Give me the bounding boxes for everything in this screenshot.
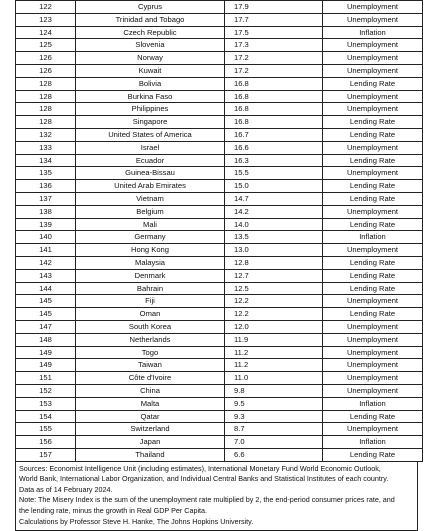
table-row (16, 192, 423, 205)
rank-cell[interactable]: 153 (16, 397, 76, 410)
rank-cell[interactable]: 128 (16, 116, 76, 129)
score-cell[interactable]: 16.8 (225, 103, 323, 116)
factor-cell[interactable]: Inflation (323, 397, 423, 410)
rank-cell[interactable]: 147 (16, 320, 76, 333)
note-line: Sources: Economist Intelligence Unit (including estimates), International Monetary Fund World Economic Outlook, (19, 463, 381, 473)
score-cell[interactable]: 9.3 (225, 410, 323, 423)
factor-cell[interactable]: Lending Rate (323, 128, 423, 141)
score-cell[interactable]: 16.3 (225, 154, 323, 167)
country-cell[interactable]: Germany (76, 231, 225, 244)
rank-cell[interactable]: 157 (16, 448, 76, 461)
score-cell[interactable]: 11.9 (225, 333, 323, 346)
rank-cell[interactable]: 132 (16, 128, 76, 141)
table-row (16, 320, 423, 333)
table-row (16, 64, 423, 77)
table-row (16, 205, 423, 218)
table-row (16, 346, 423, 359)
score-cell[interactable]: 17.3 (225, 39, 323, 52)
rank-cell[interactable]: 126 (16, 64, 76, 77)
factor-cell[interactable]: Lending Rate (323, 256, 423, 269)
country-cell[interactable]: Norway (76, 52, 225, 65)
rank-cell[interactable]: 137 (16, 192, 76, 205)
country-cell[interactable]: Burkina Faso (76, 90, 225, 103)
table-row (16, 141, 423, 154)
rank-cell[interactable]: 134 (16, 154, 76, 167)
rank-cell[interactable]: 139 (16, 218, 76, 231)
score-cell[interactable]: 15.5 (225, 167, 323, 180)
rank-cell[interactable]: 155 (16, 423, 76, 436)
table-row (16, 39, 423, 52)
factor-cell[interactable]: Inflation (323, 436, 423, 449)
rank-cell[interactable]: 123 (16, 13, 76, 26)
score-cell[interactable]: 9.5 (225, 397, 323, 410)
table-row (16, 423, 423, 436)
country-cell[interactable]: Philippines (76, 103, 225, 116)
score-cell[interactable]: 16.6 (225, 141, 323, 154)
rank-cell[interactable]: 124 (16, 26, 76, 39)
factor-cell[interactable]: Unemployment (323, 64, 423, 77)
rank-cell[interactable]: 141 (16, 244, 76, 257)
rank-cell[interactable]: 128 (16, 77, 76, 90)
table-row (16, 26, 423, 39)
spreadsheet (15, 0, 418, 531)
factor-cell[interactable]: Unemployment (323, 52, 423, 65)
misery-index-table (15, 0, 423, 462)
rank-cell[interactable]: 128 (16, 90, 76, 103)
score-cell[interactable]: 11.2 (225, 359, 323, 372)
rank-cell[interactable]: 145 (16, 308, 76, 321)
table-row (16, 154, 423, 167)
country-cell[interactable]: Fiji (76, 295, 225, 308)
factor-cell[interactable]: Unemployment (323, 295, 423, 308)
country-cell[interactable]: United Arab Emirates (76, 180, 225, 193)
sources-notes (15, 462, 418, 531)
table-row (16, 282, 423, 295)
factor-cell[interactable]: Lending Rate (323, 180, 423, 193)
score-cell[interactable]: 12.2 (225, 295, 323, 308)
score-cell[interactable]: 17.5 (225, 26, 323, 39)
country-cell[interactable]: Thailand (76, 448, 225, 461)
table-row (16, 167, 423, 180)
score-cell[interactable]: 14.7 (225, 192, 323, 205)
country-cell[interactable]: Singapore (76, 116, 225, 129)
country-cell[interactable]: Malta (76, 397, 225, 410)
country-cell[interactable]: Trinidad and Tobago (76, 13, 225, 26)
score-cell[interactable]: 12.0 (225, 320, 323, 333)
rank-cell[interactable]: 128 (16, 103, 76, 116)
factor-cell[interactable]: Unemployment (323, 359, 423, 372)
rank-cell[interactable]: 148 (16, 333, 76, 346)
score-cell[interactable]: 13.0 (225, 244, 323, 257)
country-cell[interactable]: Bahrain (76, 282, 225, 295)
factor-cell[interactable]: Unemployment (323, 167, 423, 180)
factor-cell[interactable]: Lending Rate (323, 192, 423, 205)
table-row (16, 13, 423, 26)
factor-cell[interactable]: Lending Rate (323, 308, 423, 321)
factor-cell[interactable]: Inflation (323, 231, 423, 244)
score-cell[interactable]: 8.7 (225, 423, 323, 436)
rank-cell[interactable]: 152 (16, 384, 76, 397)
factor-cell[interactable]: Unemployment (323, 205, 423, 218)
rank-cell[interactable]: 126 (16, 52, 76, 65)
table-row (16, 244, 423, 257)
rank-cell[interactable]: 140 (16, 231, 76, 244)
table-row (16, 180, 423, 193)
country-cell[interactable]: South Korea (76, 320, 225, 333)
country-cell[interactable]: Czech Republic (76, 26, 225, 39)
table-body (16, 1, 423, 462)
rank-cell[interactable]: 154 (16, 410, 76, 423)
factor-cell[interactable]: Unemployment (323, 372, 423, 385)
score-cell[interactable]: 11.0 (225, 372, 323, 385)
factor-cell[interactable]: Unemployment (323, 333, 423, 346)
factor-cell[interactable]: Unemployment (323, 346, 423, 359)
country-cell[interactable]: Vietnam (76, 192, 225, 205)
score-cell[interactable]: 12.7 (225, 269, 323, 282)
score-cell[interactable]: 9.8 (225, 384, 323, 397)
country-cell[interactable]: Hong Kong (76, 244, 225, 257)
score-cell[interactable]: 7.0 (225, 436, 323, 449)
factor-cell[interactable]: Unemployment (323, 141, 423, 154)
rank-cell[interactable]: 144 (16, 282, 76, 295)
factor-cell[interactable]: Lending Rate (323, 154, 423, 167)
factor-cell[interactable]: Unemployment (323, 13, 423, 26)
factor-cell[interactable]: Unemployment (323, 423, 423, 436)
rank-cell[interactable]: 135 (16, 167, 76, 180)
factor-cell[interactable]: Unemployment (323, 90, 423, 103)
note-line: Calculations by Professor Steve H. Hanke, The Johns Hopkins University. (19, 516, 254, 526)
country-cell[interactable]: Japan (76, 436, 225, 449)
score-cell[interactable]: 13.5 (225, 231, 323, 244)
rank-cell[interactable]: 149 (16, 359, 76, 372)
score-cell[interactable]: 17.7 (225, 13, 323, 26)
score-cell[interactable]: 16.8 (225, 116, 323, 129)
country-cell[interactable]: Denmark (76, 269, 225, 282)
country-cell[interactable]: Malaysia (76, 256, 225, 269)
factor-cell[interactable]: Unemployment (323, 320, 423, 333)
factor-cell[interactable]: Lending Rate (323, 218, 423, 231)
factor-cell[interactable]: Lending Rate (323, 410, 423, 423)
score-cell[interactable]: 16.8 (225, 77, 323, 90)
score-cell[interactable]: 6.6 (225, 448, 323, 461)
table-row (16, 397, 423, 410)
table-row (16, 359, 423, 372)
note-line: Data as of 14 February 2024. (19, 484, 113, 494)
score-cell[interactable]: 16.8 (225, 90, 323, 103)
factor-cell[interactable]: Unemployment (323, 244, 423, 257)
rank-cell[interactable]: 122 (16, 1, 76, 14)
table-row (16, 295, 423, 308)
rank-cell[interactable]: 133 (16, 141, 76, 154)
factor-cell[interactable]: Lending Rate (323, 282, 423, 295)
rank-cell[interactable]: 143 (16, 269, 76, 282)
country-cell[interactable]: Netherlands (76, 333, 225, 346)
rank-cell[interactable]: 151 (16, 372, 76, 385)
country-cell[interactable]: Côte d'Ivoire (76, 372, 225, 385)
table-row (16, 116, 423, 129)
table-row (16, 1, 423, 14)
country-cell[interactable]: Mali (76, 218, 225, 231)
country-cell[interactable]: Cyprus (76, 1, 225, 14)
factor-cell[interactable]: Lending Rate (323, 77, 423, 90)
country-cell[interactable]: Guinea-Bissau (76, 167, 225, 180)
country-cell[interactable]: Qatar (76, 410, 225, 423)
country-cell[interactable]: United States of America (76, 128, 225, 141)
score-cell[interactable]: 14.0 (225, 218, 323, 231)
country-cell[interactable]: Switzerland (76, 423, 225, 436)
score-cell[interactable]: 12.2 (225, 308, 323, 321)
country-cell[interactable]: Oman (76, 308, 225, 321)
table-row (16, 218, 423, 231)
country-cell[interactable]: Slovenia (76, 39, 225, 52)
rank-cell[interactable]: 145 (16, 295, 76, 308)
score-cell[interactable]: 12.8 (225, 256, 323, 269)
note-line: World Bank, International Labor Organization, and Individual Central Banks and Statistical Institutes of each country. (19, 474, 389, 484)
table-row (16, 308, 423, 321)
table-row (16, 436, 423, 449)
table-row (16, 231, 423, 244)
factor-cell[interactable]: Lending Rate (323, 448, 423, 461)
factor-cell[interactable]: Inflation (323, 26, 423, 39)
table-row (16, 410, 423, 423)
rank-cell[interactable]: 149 (16, 346, 76, 359)
table-row (16, 448, 423, 461)
country-cell[interactable]: Taiwan (76, 359, 225, 372)
table-row (16, 372, 423, 385)
score-cell[interactable]: 14.2 (225, 205, 323, 218)
country-cell[interactable]: Togo (76, 346, 225, 359)
table-row (16, 90, 423, 103)
note-line: the lending rate, minus the growth in Real GDP Per Capita. (19, 506, 208, 516)
table-row (16, 52, 423, 65)
table-row (16, 77, 423, 90)
country-cell[interactable]: Ecuador (76, 154, 225, 167)
score-cell[interactable]: 11.2 (225, 346, 323, 359)
factor-cell[interactable]: Unemployment (323, 39, 423, 52)
score-cell[interactable]: 15.0 (225, 180, 323, 193)
country-cell[interactable]: China (76, 384, 225, 397)
note-line: Note: The Misery Index is the sum of the unemployment rate multiplied by 2, the end-period consumer prices rate, and (19, 495, 395, 505)
factor-cell[interactable]: Unemployment (323, 103, 423, 116)
rank-cell[interactable]: 125 (16, 39, 76, 52)
factor-cell[interactable]: Lending Rate (323, 269, 423, 282)
score-cell[interactable]: 17.2 (225, 64, 323, 77)
rank-cell[interactable]: 136 (16, 180, 76, 193)
score-cell[interactable]: 16.7 (225, 128, 323, 141)
factor-cell[interactable]: Unemployment (323, 384, 423, 397)
table-row (16, 128, 423, 141)
country-cell[interactable]: Belgium (76, 205, 225, 218)
country-cell[interactable]: Israel (76, 141, 225, 154)
factor-cell[interactable]: Lending Rate (323, 116, 423, 129)
table-row (16, 269, 423, 282)
rank-cell[interactable]: 142 (16, 256, 76, 269)
table-row (16, 333, 423, 346)
factor-cell[interactable]: Unemployment (323, 1, 423, 14)
table-row (16, 103, 423, 116)
rank-cell[interactable]: 138 (16, 205, 76, 218)
table-row (16, 384, 423, 397)
score-cell[interactable]: 12.5 (225, 282, 323, 295)
score-cell[interactable]: 17.2 (225, 52, 323, 65)
country-cell[interactable]: Kuwait (76, 64, 225, 77)
table-row (16, 256, 423, 269)
score-cell[interactable]: 17.9 (225, 1, 323, 14)
rank-cell[interactable]: 156 (16, 436, 76, 449)
country-cell[interactable]: Bolivia (76, 77, 225, 90)
